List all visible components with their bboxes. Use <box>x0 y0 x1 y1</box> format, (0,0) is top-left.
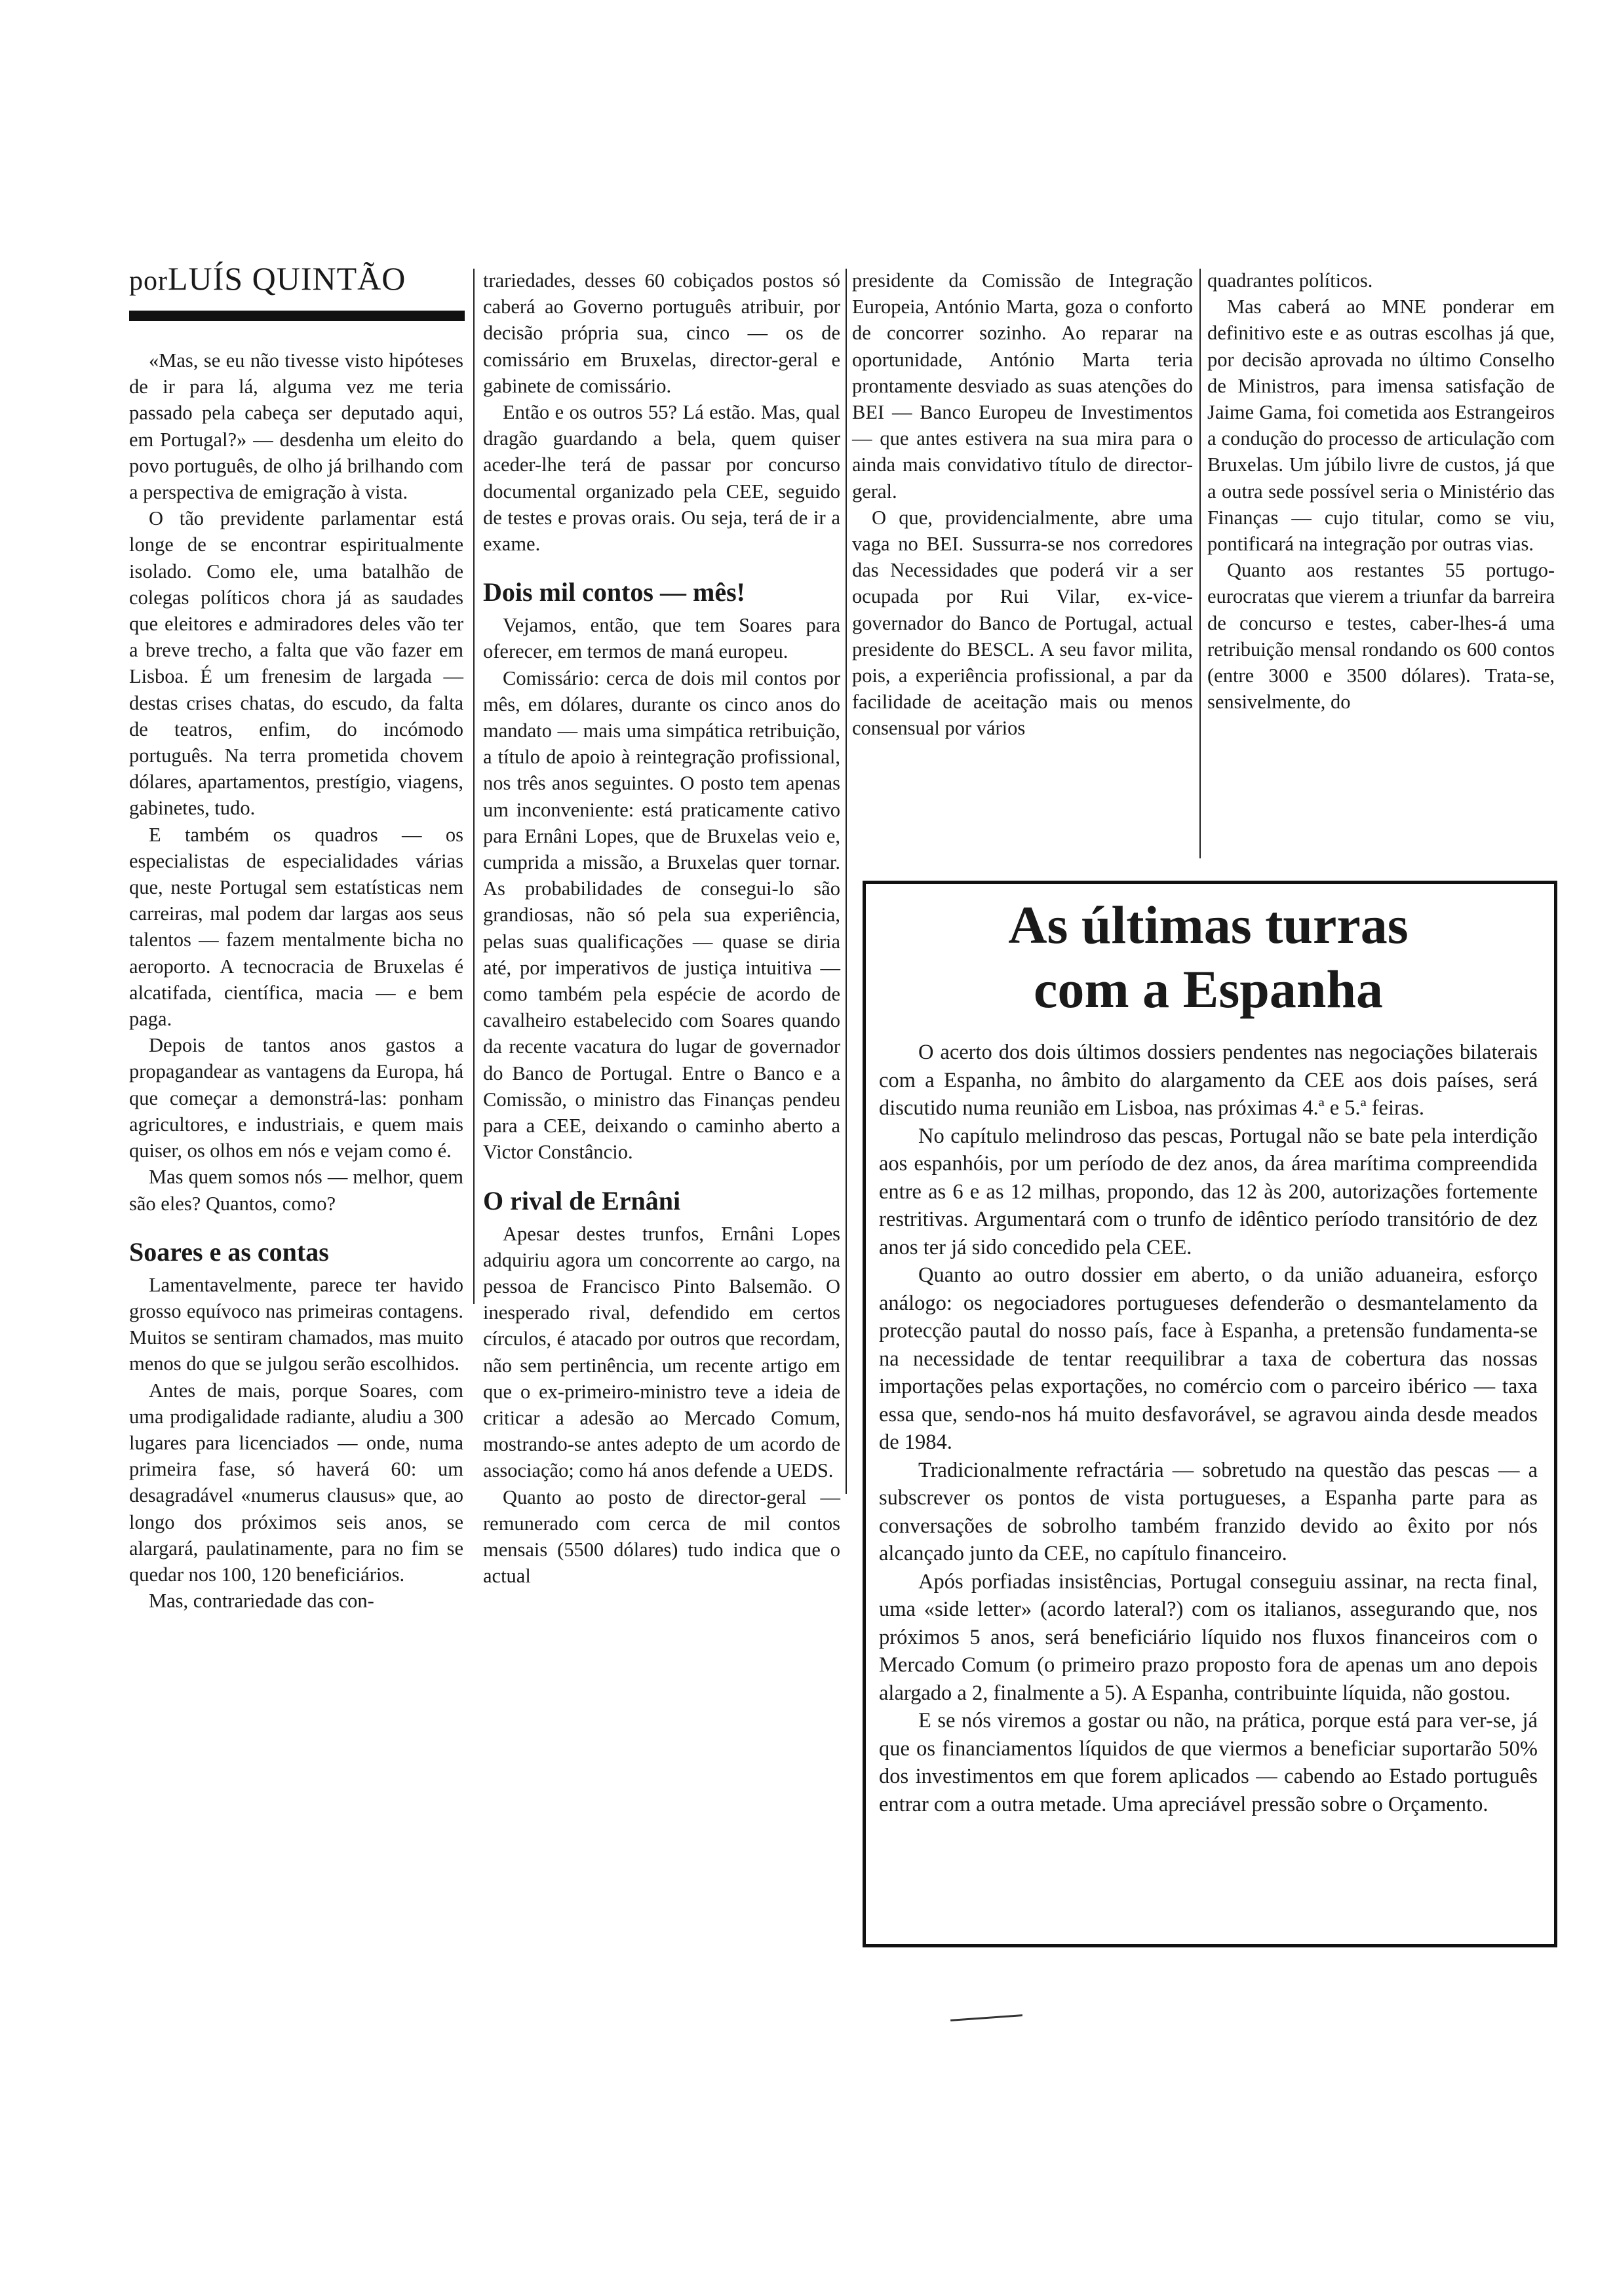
column-divider <box>846 269 847 1494</box>
paragraph: E também os quadros — os especialistas de especialidades várias que, neste Portugal sem estatísticas nem carreiras, mal podem dar largas aos seus talentos — fazem mentalmente bicha no aeroporto. A tecnocracia de Bruxelas é alcatifada, científica, macia — e bem paga. <box>129 823 463 1031</box>
column-divider <box>473 269 475 1304</box>
paragraph: «Mas, se eu não tivesse visto hipóteses de ir para lá, alguma vez me teria passado pela cabeça ser deputado aqui, em Portugal?» — desdenha um eleito do povo português, de olho já brilhando com a perspectiva de emigração à vista. <box>129 349 463 504</box>
paragraph: E se nós viremos a gostar ou não, na prática, porque está para ver-se, já que os financiamentos líquidos de que viermos a beneficiar suportarão 50% dos investimentos em que forem aplicados — cabendo ao Estado português entrar com a outra metade. Uma apreciável pressão sobre o Orçamento. <box>879 1709 1538 1816</box>
paragraph: Depois de tantos anos gastos a propagandear as vantagens da Europa, há que começar a demonstrá-las: ponham agricultores, e industriais, e quem mais quiser, os olhos em nós e vejam como é. <box>129 1034 463 1162</box>
subhead: Dois mil contos — mês! <box>483 577 745 607</box>
paragraph: Então e os outros 55? Lá estão. Mas, qual dragão guardando a bela, quem quiser aceder-lhe terá de passar por concurso documental organizado pela CEE, seguido de testes e provas orais. Ou seja, terá de ir a exame. <box>483 401 840 556</box>
byline-author: LUÍS QUINTÃO <box>168 260 406 297</box>
paragraph: Vejamos, então, que tem Soares para oferecer, em termos de maná europeu. <box>483 614 840 663</box>
paragraph: No capítulo melindroso das pescas, Portugal não se bate pela interdição aos espanhóis, por um período de dez anos, da área marítima compreendida entre as 6 e as 12 milhas, propondo, das 12 às 200, autorizações fortemente restritivas. Argumentará com o trunfo de idêntico período transitório de dez anos ter já sido concedido pela CEE. <box>879 1124 1538 1259</box>
sidebar-article-box <box>863 881 1557 1947</box>
paragraph: Tradicionalmente refractária — sobretudo na questão das pescas — a subscrever os pontos de vista portugueses, a Espanha parte para as conversações de sobrolho também franzido devido ao êxito por nós alcançado junto da CEE, no capítulo financeiro. <box>879 1458 1538 1565</box>
paragraph: O tão previdente parlamentar está longe de se encontrar espiritualmente isolado. Como ele, uma batalhão de colegas políticos chora já as saudades que eleitores e admiradores deles vão ter a breve trecho, a falta que vão fazer em Lisboa. É um frenesim de largada — destas crises chatas, do escudo, da falta de teatros, enfim, do incómodo português. Na terra prometida chovem dólares, apartamentos, prestígio, viagens, gabinetes, tudo. <box>129 507 463 820</box>
byline <box>129 262 463 297</box>
box-body <box>879 1039 1538 1818</box>
paragraph: Antes de mais, porque Soares, com uma prodigalidade radiante, aludiu a 300 lugares para licenciados — onde, numa primeira fase, só haverá 60: um desagradável «numerus clausus» que, ao longo dos próximos seis anos, se alargará, paulatinamente, para no fim se quedar nos 100, 120 beneficiários. <box>129 1379 463 1586</box>
subhead: Soares e as contas <box>129 1236 329 1267</box>
scan-artifact <box>950 2014 1022 2021</box>
paragraph: Quanto aos restantes 55 portugo-eurocratas que vierem a triunfar da barreira de concurso e testes, caber-lhes-á uma retribuição mensal rondando os 600 contos (entre 3000 e 3500 dólares). Trata-se, sensivelmente, do <box>1207 559 1555 714</box>
column-2 <box>483 267 840 1589</box>
paragraph: trariedades, desses 60 cobiçados postos só caberá ao Governo português atribuir, por decisão própria sua, cinco — os de comissário em Bruxelas, director-geral e gabinete de comissário. <box>483 269 840 397</box>
paragraph: Mas, contrariedade das con- <box>149 1590 374 1613</box>
paragraph: Após porfiadas insistências, Portugal conseguiu assinar, na recta final, uma «side letter» (acordo lateral?) com os italianos, assegurando que, nos próximos 5 anos, será beneficiário líquido nos fluxos financeiros com o Mercado Comum (o primeiro prazo proposto fora de apenas um ano depois alargado a 2, finalmente a 5). A Espanha, contribuinte líquida, não gostou. <box>879 1569 1538 1705</box>
column-1 <box>129 262 463 1614</box>
byline-rule <box>129 311 465 321</box>
paragraph: Quanto ao posto de director-geral — remunerado com cerca de mil contos mensais (5500 dólares) tudo indica que o actual <box>483 1485 840 1588</box>
paragraph: Lamentavelmente, parece ter havido grosso equívoco nas primeiras contagens. Muitos se sentiram chamados, mas muito menos do que se julgou serão escolhidos. <box>129 1273 463 1375</box>
byline-prefix: por <box>129 266 168 296</box>
paragraph: Apesar destes trunfos, Ernâni Lopes adquiriu agora um concorrente ao cargo, na pessoa de Francisco Pinto Balsemão. O inesperado rival, defendido em certos círculos, é atacado por outros que recordam, não sem pertinência, um recente artigo em que o ex-primeiro-ministro teve a ideia de criticar a adesão ao Mercado Comum, mostrando-se antes adepto de um acordo de associação; como há anos defende a UEDS. <box>483 1222 840 1482</box>
paragraph: Mas caberá ao MNE ponderar em definitivo este e as outras escolhas já que, por decisão aprovada no último Conselho de Ministros, para imensa satisfação de Jaime Gama, foi cometida aos Estrangeiros a condução do processo de articulação com Bruxelas. Um júbilo livre de custos, já que a outra sede possível seria o Ministério das Finanças — cujo titular, como se viu, pontificará na integração por outras vias. <box>1207 296 1555 556</box>
column-divider <box>1199 269 1201 858</box>
subhead: O rival de Ernâni <box>483 1185 681 1215</box>
paragraph: Comissário: cerca de dois mil contos por mês, em dólares, durante os cinco anos do mandato — mais uma simpática retribuição, a título de apoio à reintegração profissional, nos três anos seguintes. O posto tem apenas um inconveniente: está praticamente cativo para Ernâni Lopes, que de Bruxelas veio e, cumprida a missão, a Bruxelas quer tornar. As probabilidades de consegui-lo são grandiosas, não só pela sua experiência, pelas suas qualificações — quase se diria até, por imperativos de justiça intuitiva — como também pela espécie de acordo de cavalheiro estabelecido com Soares quando da recente vacatura do lugar de governador do Banco de Portugal. Entre o Banco e a Comissão, o ministro das Finanças pendeu para a CEE, deixando o caminho aberto a Victor Constâncio. <box>483 666 840 1164</box>
box-headline-line-2: com a Espanha <box>1033 959 1384 1019</box>
box-headline <box>879 893 1538 1022</box>
paragraph: presidente da Comissão de Integração Europeia, António Marta, goza o conforto de concorrer sozinho. Ao reparar na oportunidade, António Marta teria prontamente desviado as suas atenções do BEI — Banco Europeu de Investimentos — que antes estivera na sua mira para o ainda mais convidativo título de director-geral. <box>852 269 1193 503</box>
paragraph: quadrantes políticos. <box>1207 269 1373 292</box>
column-4 <box>1207 267 1555 715</box>
paragraph: Quanto ao outro dossier em aberto, o da união aduaneira, esforço análogo: os negociadores portugueses defenderão o desmantelamento da protecção pautal do nosso país, face à Espanha, a pretensão fundamenta-se na necessidade de tentar reequilibrar a taxa de cobertura das nossas importações pelas exportações, no comércio com o parceiro ibérico — taxa essa que, sendo-nos há muito desfavorável, se agravou ainda desde meados de 1984. <box>879 1263 1538 1454</box>
column-3 <box>852 267 1193 742</box>
paragraph: O acerto dos dois últimos dossiers pendentes nas negociações bilaterais com a Espanha, no âmbito do alargamento da CEE aos dois países, será discutido numa reunião em Lisboa, nas próximas 4.ª e 5.ª feiras. <box>879 1041 1538 1120</box>
paragraph: O que, providencialmente, abre uma vaga no BEI. Sussurra-se nos corredores das Necessidades que poderá vir a ser ocupada por Rui Vilar, ex-vice-governador do Banco de Portugal, actual presidente do BESCL. A seu favor milita, pois, a experiência profissional, a par da facilidade de aceitação mais ou menos consensual por vários <box>852 506 1193 740</box>
paragraph: Mas quem somos nós — melhor, quem são eles? Quantos, como? <box>129 1166 463 1215</box>
box-headline-line-1: As últimas turras <box>1008 895 1409 955</box>
